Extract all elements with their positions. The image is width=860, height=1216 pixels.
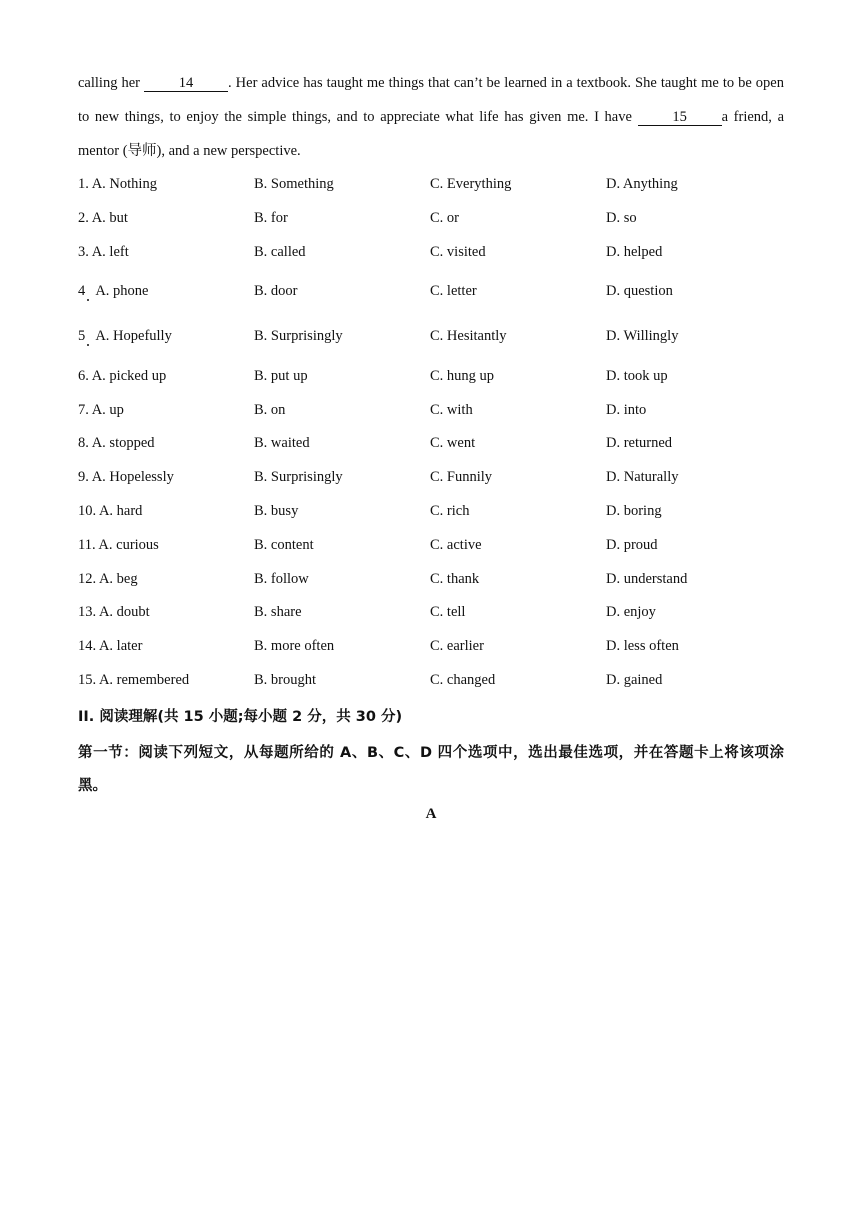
option-a: 11. A. curious: [78, 536, 159, 553]
option-b: B. Surprisingly: [254, 328, 343, 345]
option-a: 4 A. phone: [78, 283, 149, 300]
question-row: [78, 596, 784, 630]
option-c: C. or: [430, 210, 459, 227]
option-b: B. Surprisingly: [254, 469, 343, 486]
passage-text: calling her: [78, 75, 145, 91]
option-b: B. share: [254, 604, 302, 621]
question-row: [78, 562, 784, 596]
question-row: [78, 202, 784, 236]
option-d: D. proud: [606, 536, 658, 553]
option-b: B. more often: [254, 638, 335, 655]
question-row: [78, 427, 784, 461]
option-c: C. visited: [430, 243, 486, 260]
option-d: D. Naturally: [606, 469, 679, 486]
option-c: C. tell: [430, 604, 466, 621]
question-row: [78, 269, 784, 314]
options-table: [78, 168, 784, 697]
blank-14: 14: [144, 75, 228, 92]
option-a: 1. A. Nothing: [78, 176, 157, 193]
passage-label: A: [425, 806, 437, 823]
option-a: 6. A. picked up: [78, 367, 167, 384]
option-c: C. Everything: [430, 176, 512, 193]
option-d: D. gained: [606, 671, 663, 688]
question-row: [78, 359, 784, 393]
option-b: B. called: [254, 243, 306, 260]
blank-15: 15: [638, 109, 722, 126]
option-b: B. on: [254, 401, 286, 418]
option-a: 8. A. stopped: [78, 435, 155, 452]
stray-dot-mark: [87, 344, 89, 346]
option-c: C. active: [430, 536, 482, 553]
option-c: C. earlier: [430, 638, 484, 655]
option-d: D. less often: [606, 638, 679, 655]
option-a: 5 A. Hopefully: [78, 328, 172, 345]
option-a: 15. A. remembered: [78, 671, 190, 688]
option-c: C. went: [430, 435, 476, 452]
option-d: D. returned: [606, 435, 673, 452]
option-b: B. Something: [254, 176, 334, 193]
option-a: 2. A. but: [78, 210, 128, 227]
option-d: D. Willingly: [606, 328, 679, 345]
document-page: [78, 66, 784, 823]
option-a: 13. A. doubt: [78, 604, 150, 621]
option-c: C. letter: [430, 283, 477, 300]
option-a: 7. A. up: [78, 401, 124, 418]
question-row: [78, 664, 784, 698]
option-a: 12. A. beg: [78, 570, 138, 587]
question-row: [78, 495, 784, 529]
option-d: D. boring: [606, 502, 662, 519]
passage-text: . Her advice has taught me things that can’t be learned in a textbook. She taught me to be open to new things, to enjoy the simple things, and to appreciate what life has given me. I have: [78, 75, 784, 125]
question-row: [78, 393, 784, 427]
option-d: D. question: [606, 283, 673, 300]
question-row: [78, 168, 784, 202]
question-row: [78, 236, 784, 270]
option-a: 10. A. hard: [78, 502, 143, 519]
stray-dot-mark: [87, 299, 89, 301]
section-heading: II. 阅读理解(共 15 小题;每小题 2 分，共 30 分): [78, 709, 403, 726]
option-d: D. understand: [606, 570, 688, 587]
question-row: [78, 630, 784, 664]
option-d: D. enjoy: [606, 604, 656, 621]
option-c: C. hung up: [430, 367, 495, 384]
option-a: 9. A. Hopelessly: [78, 469, 174, 486]
option-b: B. content: [254, 536, 314, 553]
option-c: C. thank: [430, 570, 480, 587]
option-d: D. Anything: [606, 176, 678, 193]
option-b: B. follow: [254, 570, 309, 587]
option-d: D. so: [606, 210, 637, 227]
option-d: D. helped: [606, 243, 663, 260]
option-c: C. with: [430, 401, 473, 418]
passage-paragraph: [78, 66, 784, 168]
option-b: B. door: [254, 283, 298, 300]
option-d: D. took up: [606, 367, 668, 384]
option-c: C. Hesitantly: [430, 328, 507, 345]
option-b: B. waited: [254, 435, 310, 452]
option-a: 14. A. later: [78, 638, 143, 655]
option-d: D. into: [606, 401, 647, 418]
question-row: [78, 528, 784, 562]
question-row: [78, 314, 784, 359]
option-a: 3. A. left: [78, 243, 129, 260]
option-b: B. busy: [254, 502, 299, 519]
option-c: C. rich: [430, 502, 470, 519]
option-b: B. for: [254, 210, 288, 227]
option-b: B. put up: [254, 367, 308, 384]
option-c: C. Funnily: [430, 469, 493, 486]
option-b: B. brought: [254, 671, 317, 688]
passage-text: a friend, a mentor (导师), and a new perspective.: [78, 109, 785, 159]
question-row: [78, 461, 784, 495]
section-instruction: 第一节：阅读下列短文，从每题所给的 A、B、C、D 四个选项中，选出最佳选项，并在答题卡上将该项涂黑。: [78, 745, 784, 795]
option-c: C. changed: [430, 671, 496, 688]
